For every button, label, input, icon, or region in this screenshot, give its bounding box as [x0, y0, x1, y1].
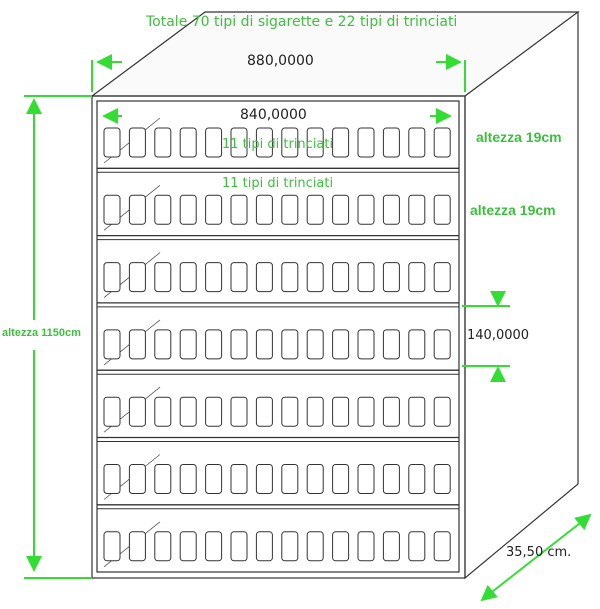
- inner-width-label: 840,0000: [240, 107, 307, 123]
- cigarette-slot: [282, 195, 298, 224]
- cigarette-slot: [104, 195, 120, 224]
- depth-label: 35,50 cm.: [506, 545, 572, 560]
- cigarette-slot: [180, 330, 196, 359]
- cigarette-slot: [434, 263, 450, 292]
- cigarette-slot: [231, 465, 247, 494]
- cigarette-slot: [180, 532, 196, 561]
- row1-type-label: 11 tipi di trinciati: [222, 137, 334, 152]
- cigarette-slot: [129, 128, 145, 157]
- cigarette-slot: [282, 397, 298, 426]
- cigarette-slot: [434, 532, 450, 561]
- cigarette-slot: [155, 128, 171, 157]
- cigarette-slot: [358, 128, 374, 157]
- row-gap-label: 140,0000: [467, 328, 530, 343]
- cigarette-slot: [282, 263, 298, 292]
- cigarette-slot: [180, 465, 196, 494]
- cigarette-slot: [333, 397, 349, 426]
- cigarette-slot: [383, 263, 399, 292]
- diagram-title: Totale 70 tipi di sigarette e 22 tipi di trinciati: [146, 14, 458, 30]
- cigarette-slot: [206, 128, 222, 157]
- cigarette-slot: [383, 128, 399, 157]
- cigarette-slot: [129, 263, 145, 292]
- cigarette-slot: [206, 397, 222, 426]
- cigarette-slot: [333, 532, 349, 561]
- cigarette-slot: [333, 465, 349, 494]
- cigarette-slot: [180, 263, 196, 292]
- cigarette-slot: [129, 397, 145, 426]
- cigarette-slot: [155, 532, 171, 561]
- cigarette-slot: [307, 397, 323, 426]
- cigarette-slot: [307, 532, 323, 561]
- cigarette-slot: [282, 465, 298, 494]
- cigarette-slot: [256, 330, 272, 359]
- cigarette-slot: [383, 465, 399, 494]
- row2-height-label: altezza 19cm: [470, 202, 556, 218]
- cigarette-slot: [231, 195, 247, 224]
- row1-height-label: altezza 19cm: [476, 129, 562, 145]
- cigarette-slot: [282, 330, 298, 359]
- cigarette-slot: [358, 195, 374, 224]
- cigarette-slot: [409, 263, 425, 292]
- cigarette-slot: [333, 128, 349, 157]
- cigarette-slot: [333, 330, 349, 359]
- cigarette-slot: [104, 128, 120, 157]
- cigarette-slot: [434, 397, 450, 426]
- cigarette-slot: [256, 397, 272, 426]
- cigarette-slot: [231, 330, 247, 359]
- cigarette-slot: [409, 128, 425, 157]
- cigarette-slot: [409, 397, 425, 426]
- cigarette-slot: [434, 195, 450, 224]
- cigarette-slot: [307, 465, 323, 494]
- cigarette-slot: [180, 397, 196, 426]
- cigarette-slot: [383, 195, 399, 224]
- cigarette-slot: [256, 532, 272, 561]
- outer-width-label: 880,0000: [247, 53, 314, 69]
- cigarette-slot: [129, 195, 145, 224]
- cigarette-slot: [155, 330, 171, 359]
- cigarette-slot: [383, 397, 399, 426]
- cigarette-slot: [129, 330, 145, 359]
- cigarette-slot: [434, 330, 450, 359]
- cigarette-slot: [307, 263, 323, 292]
- cigarette-slot: [383, 330, 399, 359]
- cigarette-slot: [307, 195, 323, 224]
- cigarette-slot: [256, 263, 272, 292]
- cigarette-slot: [358, 263, 374, 292]
- cigarette-slot: [256, 465, 272, 494]
- cigarette-slot: [206, 532, 222, 561]
- cigarette-slot: [206, 465, 222, 494]
- cigarette-slot: [104, 465, 120, 494]
- cigarette-slot: [358, 532, 374, 561]
- cigarette-slot: [155, 263, 171, 292]
- cigarette-slot: [333, 263, 349, 292]
- cigarette-slot: [206, 263, 222, 292]
- cigarette-slot: [409, 532, 425, 561]
- cigarette-slot: [434, 128, 450, 157]
- cigarette-slot: [231, 263, 247, 292]
- cigarette-slot: [256, 195, 272, 224]
- cigarette-slot: [409, 195, 425, 224]
- row2-type-label: 11 tipi di trinciati: [222, 176, 334, 191]
- total-height-label: altezza 1150cm: [2, 327, 81, 339]
- cigarette-slot: [358, 397, 374, 426]
- cigarette-slot: [383, 532, 399, 561]
- cigarette-slot: [104, 330, 120, 359]
- cigarette-slot: [155, 195, 171, 224]
- cigarette-slot: [333, 195, 349, 224]
- cigarette-slot: [307, 330, 323, 359]
- cigarette-slot: [104, 532, 120, 561]
- cigarette-slot: [180, 195, 196, 224]
- cigarette-slot: [206, 195, 222, 224]
- cigarette-slot: [129, 532, 145, 561]
- cigarette-slot: [155, 465, 171, 494]
- cigarette-slot: [180, 128, 196, 157]
- cigarette-slot: [231, 397, 247, 426]
- cigarette-slot: [206, 330, 222, 359]
- cigarette-slot: [104, 397, 120, 426]
- cigarette-slot: [129, 465, 145, 494]
- cigarette-slot: [358, 330, 374, 359]
- cigarette-slot: [358, 465, 374, 494]
- cigarette-slot: [409, 465, 425, 494]
- cigarette-slot: [434, 465, 450, 494]
- cigarette-slot: [282, 532, 298, 561]
- cigarette-slot: [409, 330, 425, 359]
- cigarette-slot: [155, 397, 171, 426]
- cigarette-slot: [231, 532, 247, 561]
- cigarette-slot: [104, 263, 120, 292]
